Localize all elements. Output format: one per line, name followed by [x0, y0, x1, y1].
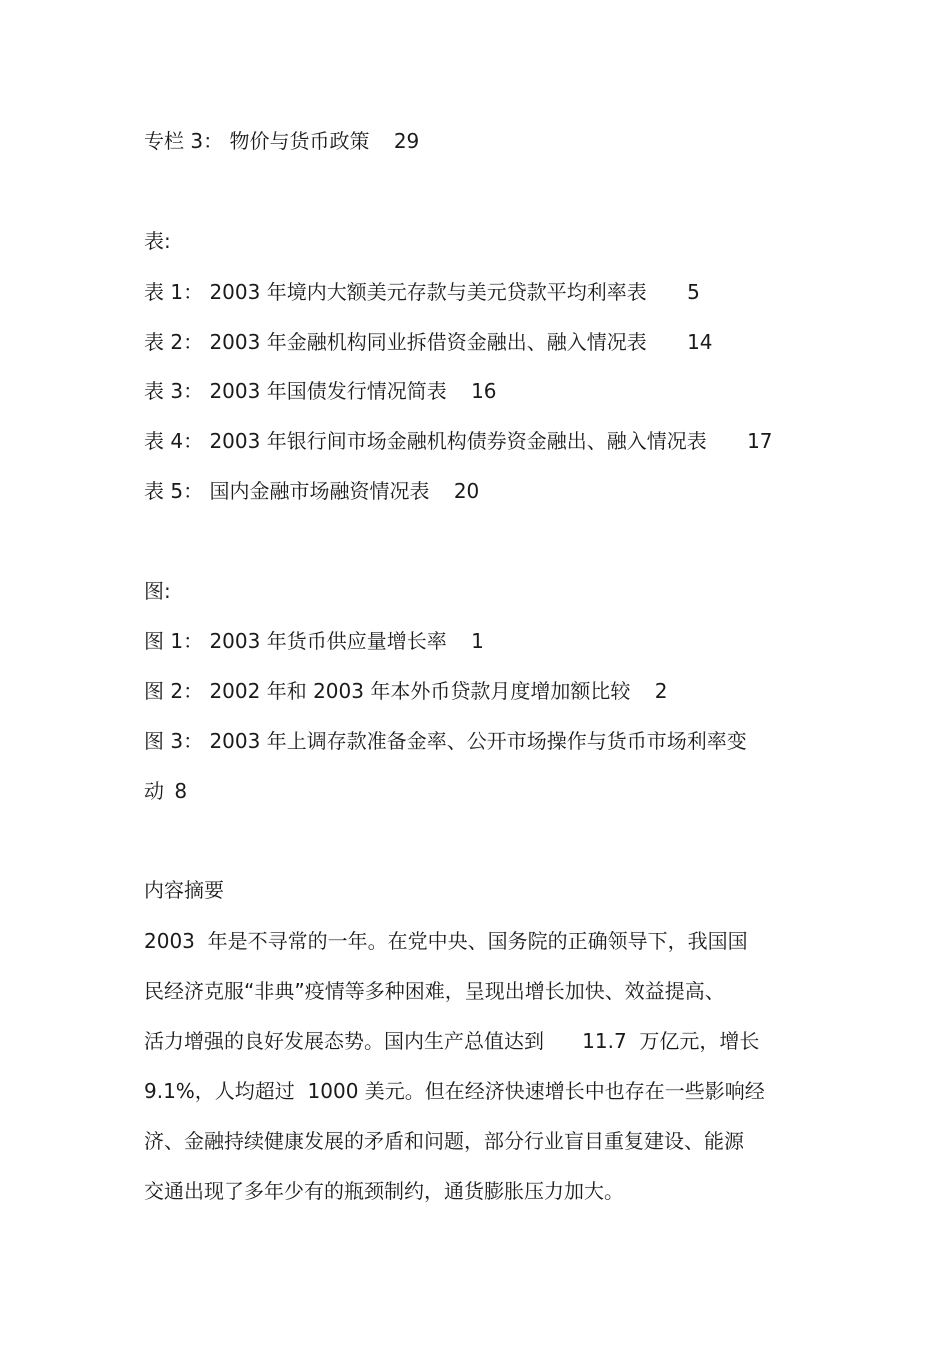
- figure-label: 图 2：: [144, 679, 204, 703]
- figure-title: 2003 年上调存款准备金率、公开市场操作与货币市场利率变: [209, 729, 747, 753]
- table-entry: [144, 378, 497, 404]
- figure-entry-continued: [144, 778, 187, 804]
- table-title: 2003 年银行间市场金融机构债券资金融出、融入情况表: [209, 429, 707, 453]
- table-page: 5: [687, 280, 700, 304]
- table-title: 2003 年国债发行情况简表: [209, 379, 447, 403]
- figure-title: 2002 年和 2003 年本外币贷款月度增加额比较: [209, 679, 631, 703]
- summary-line: 9.1%，人均超过 1000 美元。但在经济快速增长中也存在一些影响经: [144, 1079, 765, 1103]
- column-page: 29: [393, 129, 420, 153]
- figure-label: 图 3：: [144, 729, 204, 753]
- table-entry: [144, 478, 479, 504]
- figures-heading: 图:: [144, 579, 171, 603]
- summary-line: 民经济克服“非典”疫情等多种困难，呈现出增长加快、效益提高、: [144, 979, 725, 1003]
- figure-entry: [144, 628, 484, 654]
- table-label: 表 2：: [144, 330, 204, 354]
- figure-entry: [144, 678, 667, 704]
- column-title: 物价与货币政策: [229, 129, 370, 153]
- table-page: 14: [687, 330, 713, 354]
- figure-entry: [144, 728, 747, 754]
- table-page: 20: [453, 479, 480, 503]
- table-label: 表 4：: [144, 429, 204, 453]
- figure-page: 8: [174, 779, 188, 803]
- table-title: 2003 年金融机构同业拆借资金融出、融入情况表: [209, 330, 647, 354]
- figure-page: 1: [471, 629, 484, 653]
- figure-title: 2003 年货币供应量增长率: [209, 629, 447, 653]
- table-title: 2003 年境内大额美元存款与美元贷款平均利率表: [209, 280, 647, 304]
- summary-heading: 内容摘要: [144, 878, 224, 902]
- figure-page: 2: [654, 679, 668, 703]
- summary-line: 济、金融持续健康发展的矛盾和问题，部分行业盲目重复建设、能源: [144, 1129, 744, 1153]
- table-entry: [144, 279, 700, 305]
- table-page: 16: [471, 379, 497, 403]
- table-label: 表 3：: [144, 379, 204, 403]
- column-entry: [144, 128, 419, 154]
- table-label: 表 5：: [144, 479, 204, 503]
- figure-title-continued: 动: [144, 779, 164, 803]
- summary-line: 活力增强的良好发展态势。国内生产总值达到 11.7 万亿元，增长: [144, 1029, 760, 1053]
- tables-heading: 表:: [144, 229, 171, 253]
- table-page: 17: [747, 429, 773, 453]
- figure-label: 图 1：: [144, 629, 204, 653]
- table-entry: [144, 428, 773, 454]
- summary-line: 交通出现了多年少有的瓶颈制约，通货膨胀压力加大。: [144, 1179, 624, 1203]
- summary-line: 2003 年是不寻常的一年。在党中央、国务院的正确领导下，我国国: [144, 929, 748, 953]
- column-label: 专栏 3：: [144, 129, 224, 153]
- table-label: 表 1：: [144, 280, 204, 304]
- table-entry: [144, 329, 713, 355]
- table-title: 国内金融市场融资情况表: [209, 479, 430, 503]
